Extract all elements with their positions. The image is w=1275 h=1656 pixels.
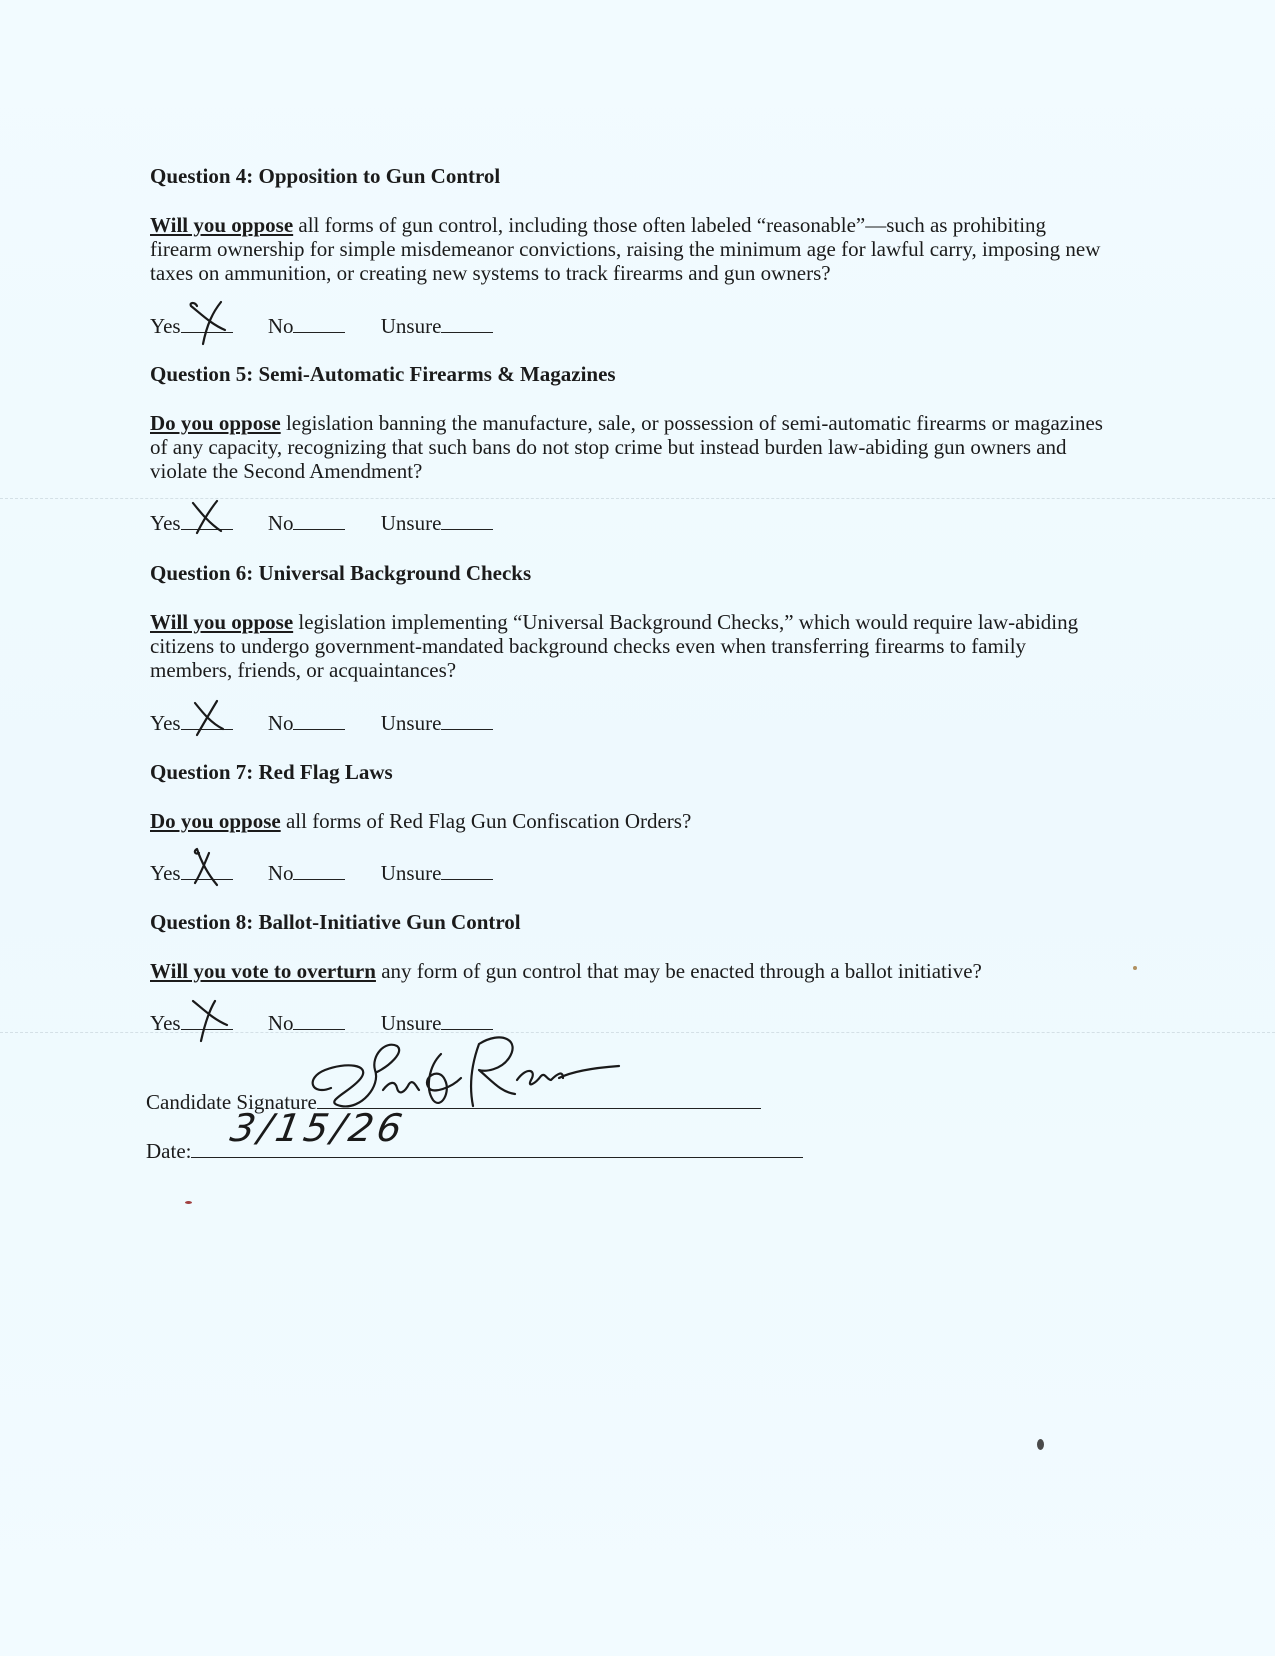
question-7	[150, 759, 1110, 833]
yes-label: Yes	[150, 861, 181, 885]
no-blank[interactable]	[293, 709, 345, 730]
no-blank[interactable]	[293, 312, 345, 333]
question-lead: Do you oppose	[150, 411, 281, 435]
question-6	[150, 560, 1110, 682]
yes-blank[interactable]	[181, 709, 233, 730]
unsure-blank[interactable]	[441, 312, 493, 333]
no-label: No	[267, 861, 294, 885]
x-mark-icon	[187, 495, 231, 543]
answer-row-q6	[150, 709, 523, 736]
no-label: No	[267, 1011, 294, 1035]
paper-speck	[1133, 966, 1137, 970]
unsure-label: Unsure	[380, 511, 442, 535]
x-mark-icon	[187, 845, 231, 893]
question-text	[150, 411, 1110, 483]
answer-row-q7	[150, 859, 523, 886]
unsure-label: Unsure	[380, 861, 442, 885]
question-lead: Will you oppose	[150, 213, 294, 237]
question-5	[150, 361, 1110, 483]
paper-speck	[1037, 1439, 1044, 1450]
x-mark-icon	[187, 995, 231, 1043]
unsure-option[interactable]	[381, 509, 494, 536]
no-label: No	[267, 511, 294, 535]
date-value: 3/15/26	[227, 1106, 410, 1150]
unsure-option[interactable]	[381, 709, 494, 736]
question-title: Question 7: Red Flag Laws	[150, 760, 393, 784]
x-mark-icon	[187, 695, 231, 743]
question-title: Question 8: Ballot-Initiative Gun Control	[150, 910, 521, 934]
question-text	[150, 213, 1110, 285]
question-lead: Do you oppose	[150, 809, 281, 833]
yes-blank[interactable]	[181, 509, 233, 530]
yes-option[interactable]	[150, 509, 233, 536]
unsure-option[interactable]	[381, 859, 494, 886]
unsure-label: Unsure	[380, 314, 442, 338]
no-label: No	[267, 314, 294, 338]
question-lead: Will you oppose	[150, 610, 294, 634]
question-lead: Will you vote to overturn	[150, 959, 376, 983]
question-body: all forms of gun control, including those often labeled “reasonable”—such as prohibiting firearm ownership for simple misdemeanor convictions, raising the minimum age for lawful carry, imposing new taxes on ammunition, or creating new systems to track firearms and gun owners?	[150, 213, 1101, 285]
yes-blank[interactable]	[181, 859, 233, 880]
answer-row-q5	[150, 509, 523, 536]
yes-option[interactable]	[150, 709, 233, 736]
question-body: any form of gun control that may be enacted through a ballot initiative?	[375, 959, 982, 983]
unsure-blank[interactable]	[441, 509, 493, 530]
no-option[interactable]	[268, 709, 346, 736]
no-option[interactable]	[268, 509, 346, 536]
question-text	[150, 959, 1110, 983]
question-8	[150, 909, 1110, 983]
question-4	[150, 163, 1110, 285]
question-title: Question 5: Semi-Automatic Firearms & Magazines	[150, 362, 616, 386]
unsure-blank[interactable]	[441, 859, 493, 880]
signature-label: Candidate Signature	[146, 1090, 317, 1114]
unsure-option[interactable]	[381, 312, 494, 339]
yes-label: Yes	[150, 1011, 181, 1035]
unsure-label: Unsure	[380, 711, 442, 735]
question-body: all forms of Red Flag Gun Confiscation Orders?	[280, 809, 692, 833]
question-text	[150, 809, 1110, 833]
x-mark-icon	[187, 298, 231, 346]
question-body: legislation implementing “Universal Background Checks,” which would require law-abiding citizens to undergo government-mandated background checks even when transferring firearms to family members, friends, or acquaintances?	[150, 610, 1079, 682]
paper-speck	[185, 1201, 192, 1204]
unsure-label: Unsure	[380, 1011, 442, 1035]
yes-label: Yes	[150, 711, 181, 735]
yes-option[interactable]	[150, 859, 233, 886]
no-option[interactable]	[268, 312, 346, 339]
question-text	[150, 610, 1110, 682]
question-body: legislation banning the manufacture, sale, or possession of semi-automatic firearms or magazines of any capacity, recognizing that such bans do not stop crime but instead burden law-abiding gun owners and violate the Second Amendment?	[150, 411, 1103, 483]
yes-option[interactable]	[150, 312, 233, 339]
date-label: Date:	[146, 1139, 192, 1163]
yes-label: Yes	[150, 511, 181, 535]
yes-blank[interactable]	[181, 1009, 233, 1030]
no-option[interactable]	[268, 859, 346, 886]
no-blank[interactable]	[293, 859, 345, 880]
unsure-blank[interactable]	[441, 709, 493, 730]
date-field[interactable]	[191, 1106, 803, 1158]
no-blank[interactable]	[293, 509, 345, 530]
yes-option[interactable]	[150, 1009, 233, 1036]
question-title: Question 6: Universal Background Checks	[150, 561, 532, 585]
question-title: Question 4: Opposition to Gun Control	[150, 164, 501, 188]
answer-row-q4	[150, 312, 523, 339]
yes-blank[interactable]	[181, 312, 233, 333]
date-row	[146, 1106, 803, 1164]
no-label: No	[267, 711, 294, 735]
yes-label: Yes	[150, 314, 181, 338]
